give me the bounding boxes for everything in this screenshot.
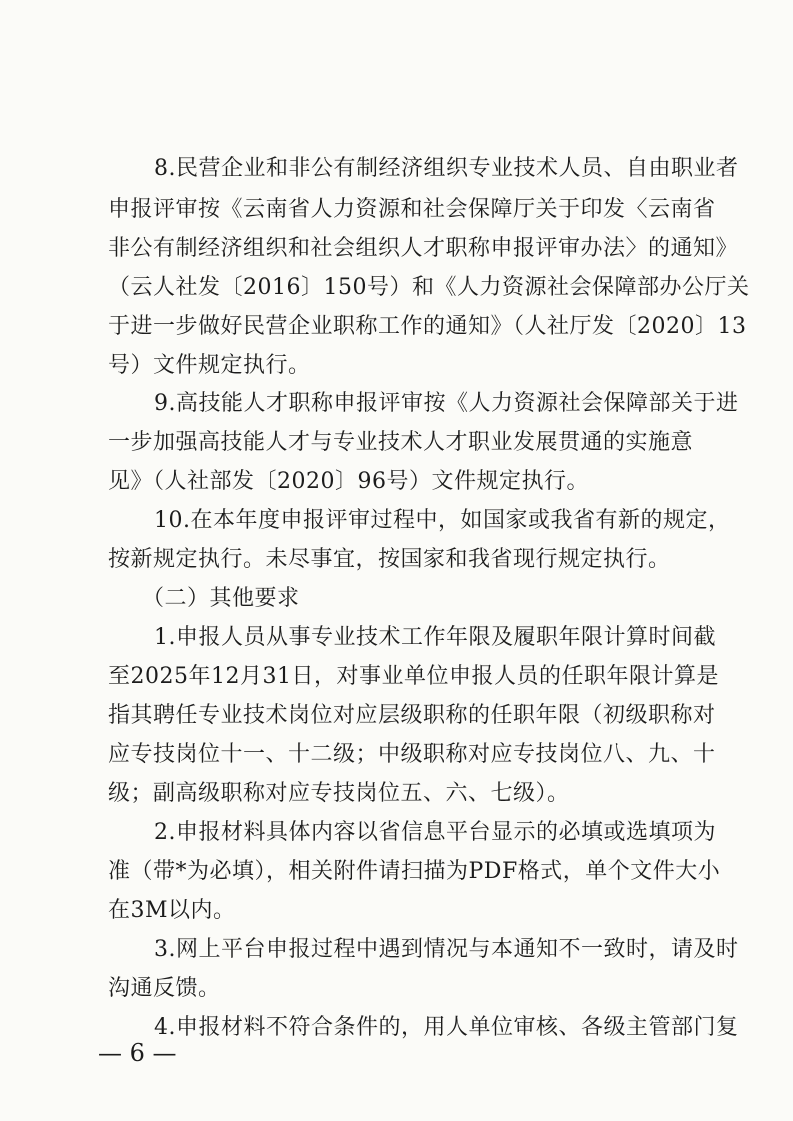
paragraph-10-line-1: 10.在本年度申报评审过程中，如国家或我省有新的规定， (154, 508, 731, 533)
requirement-1-line-1: 1.申报人员从事专业技术工作年限及履职年限计算时间截 (154, 625, 716, 650)
requirement-1-line-4: 应专技岗位十一、十二级；中级职称对应专技岗位八、九、十 (108, 742, 716, 767)
paragraph-8-line-2: 申报评审按《云南省人力资源和社会保障厅关于印发〈云南省 (108, 197, 716, 222)
requirement-1-line-2: 至2025年12月31日，对事业单位申报人员的任职年限计算是 (108, 664, 719, 689)
paragraph-9-line-2: 一步加强高技能人才与专业技术人才职业发展贯通的实施意 (108, 430, 694, 455)
requirement-4-line-1: 4.申报材料不符合条件的，用人单位审核、各级主管部门复 (154, 1015, 739, 1040)
paragraph-9-line-1: 9.高技能人才职称申报评审按《人力资源社会保障部关于进 (154, 391, 739, 416)
requirement-2-line-1: 2.申报材料具体内容以省信息平台显示的必填或选填项为 (154, 820, 716, 845)
paragraph-8-line-4: （云人社发〔2016〕150号）和《人力资源社会保障部办公厅关 (108, 275, 750, 300)
paragraph-10-line-2: 按新规定执行。未尽事宜，按国家和我省现行规定执行。 (108, 547, 671, 572)
requirement-2-line-2: 准（带*为必填），相关附件请扫描为PDF格式，单个文件大小 (108, 859, 721, 884)
requirement-3-line-1: 3.网上平台申报过程中遇到情况与本通知不一致时，请及时 (154, 937, 739, 962)
requirement-1-line-3: 指其聘任专业技术岗位对应层级职称的任职年限（初级职称对 (108, 703, 716, 728)
requirement-1-line-5: 级；副高级职称对应专技岗位五、六、七级）。 (108, 781, 570, 806)
paragraph-8-line-3: 非公有制经济组织和社会组织人才职称申报评审办法〉的通知》 (108, 236, 739, 261)
paragraph-8-line-1: 8.民营企业和非公有制经济组织专业技术人员、自由职业者 (154, 156, 739, 181)
paragraph-9-line-3: 见》（人社部发〔2020〕96号）文件规定执行。 (108, 469, 589, 494)
paragraph-8-line-5: 于进一步做好民营企业职称工作的通知》（人社厅发〔2020〕13 (108, 314, 747, 339)
section-heading: （二）其他要求 (142, 586, 300, 611)
paragraph-8-line-6: 号）文件规定执行。 (108, 353, 311, 378)
page-number: — 6 — (98, 1039, 177, 1067)
requirement-3-line-2: 沟通反馈。 (108, 976, 221, 1001)
requirement-2-line-3: 在3M以内。 (108, 898, 236, 923)
